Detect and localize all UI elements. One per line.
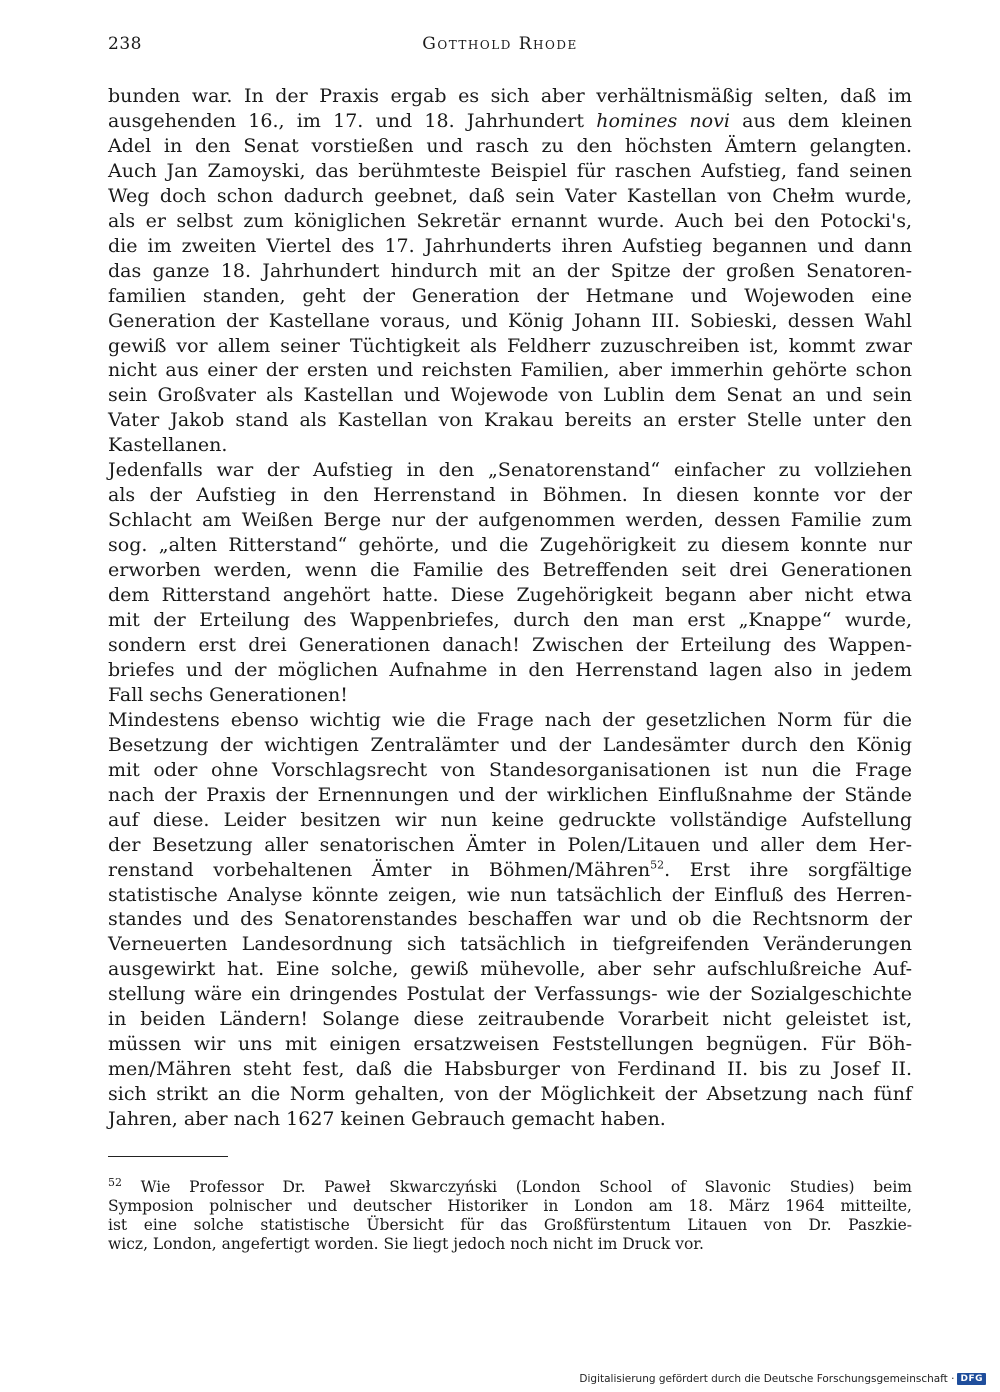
text-segment: . Erst ihre sorgfältige — [664, 858, 912, 881]
text-line: gewiß vor allem seiner Tüchtigkeit als Feldherr zuzuschreiben ist, kommt zwar — [108, 334, 912, 357]
text-line — [108, 858, 912, 883]
text-line: Auch Jan Zamoyski, das berühmteste Beispiel für raschen Aufstieg, fand seinen — [108, 159, 912, 182]
dfg-logo-icon[interactable]: DFG — [957, 1373, 986, 1385]
text-line: als er selbst zum königlichen Sekretär ernannt wurde. Auch bei den Potocki's, — [108, 209, 912, 232]
text-line: Fall sechs Generationen! — [108, 683, 348, 706]
text-line: Schlacht am Weißen Berge nur der aufgenommen werden, dessen Familie zum — [108, 509, 912, 532]
text-segment: ausgehenden 16., im 17. und 18. Jahrhundert — [108, 109, 597, 132]
text-line: erworben werden, wenn die Familie des Betreffenden seit drei Generationen — [108, 559, 912, 582]
text-line: briefes und der möglichen Aufnahme in den Herrenstand lagen also in jedem — [108, 658, 912, 681]
text-line: Besetzung der wichtigen Zentralämter und der Landesämter durch den König — [108, 733, 912, 756]
footnote-line: wicz, London, angefertigt worden. Sie liegt jedoch noch nicht im Druck vor. — [108, 1235, 704, 1253]
text-line: standes und des Senatorenstandes beschaffen war und ob die Rechtsnorm der — [108, 908, 912, 931]
text-line: sein Großvater als Kastellan und Wojewode von Lublin dem Senat an und sein — [108, 384, 912, 407]
text-line: der Besetzung aller senatorischen Ämter in Polen/Litauen und aller dem Her- — [108, 833, 912, 856]
footnote-block — [108, 1175, 912, 1254]
text-line: stellung wäre ein dringendes Postulat der Verfassungs- wie der Sozialgeschichte — [108, 983, 912, 1006]
text-line: Kastellanen. — [108, 434, 228, 457]
text-line: sog. „alten Ritterstand“ gehörte, und die Zugehörigkeit zu diesem konnte nur — [108, 534, 912, 557]
footnote-line: ist eine solche statistische Übersicht für das Großfürstentum Litauen von Dr. Paszkie- — [108, 1216, 912, 1234]
text-line: Adel in den Senat vorstießen und rasch zu den höchsten Ämtern gelangten. — [108, 134, 912, 157]
page-number: 238 — [108, 34, 142, 54]
footnote-line — [108, 1175, 912, 1197]
text-line: das ganze 18. Jahrhundert hindurch mit an der Spitze der großen Senatoren- — [108, 259, 912, 282]
text-line: nicht aus einer der ersten und reichsten Familien, aber immerhin gehörte schon — [108, 359, 912, 382]
text-line: bunden war. In der Praxis ergab es sich aber verhältnismäßig selten, daß im — [108, 85, 912, 107]
text-line: müssen wir uns mit einigen ersatzweisen Feststellungen begnügen. Für Böh- — [108, 1033, 912, 1056]
text-line: Jahren, aber nach 1627 keinen Gebrauch gemacht haben. — [108, 1108, 666, 1131]
text-line: ausgewirkt hat. Eine solche, gewiß mühevolle, aber sehr aufschlußreiche Auf- — [108, 958, 912, 981]
text-line: dem Ritterstand angehört hatte. Diese Zugehörigkeit begann aber nicht etwa — [108, 584, 912, 607]
digitization-credit — [579, 1373, 986, 1385]
text-line: sondern erst drei Generationen danach! Zwischen der Erteilung des Wappen- — [108, 633, 912, 656]
text-line: statistische Analyse könnte zeigen, wie nun tatsächlich der Einfluß des Herren- — [108, 883, 912, 906]
body-text — [108, 84, 912, 1132]
text-segment: aus dem kleinen — [729, 109, 912, 132]
footnote-reference[interactable]: 52 — [650, 858, 665, 872]
text-line: Generation der Kastellane voraus, und König Johann III. Sobieski, dessen Wahl — [108, 309, 912, 332]
text-line: familien standen, geht der Generation der Hetmane und Wojewoden eine — [108, 284, 912, 307]
text-line: Vater Jakob stand als Kastellan von Krakau bereits an erster Stelle unter den — [108, 409, 912, 432]
footnote-marker: 52 — [108, 1175, 122, 1189]
text-line: Jedenfalls war der Aufstieg in den „Senatorenstand“ einfacher zu vollziehen — [108, 459, 912, 482]
text-line: mit der Erteilung des Wappenbriefes, durch den man erst „Knappe“ wurde, — [108, 609, 912, 632]
text-line: Mindestens ebenso wichtig wie die Frage nach der gesetzlichen Norm für die — [108, 708, 912, 731]
text-line: sich strikt an die Norm gehalten, von der Möglichkeit der Absetzung nach fünf — [108, 1083, 912, 1106]
text-line: men/Mähren steht fest, daß die Habsburger von Ferdinand II. bis zu Josef II. — [108, 1058, 912, 1081]
running-head: Gotthold Rhode — [422, 34, 578, 54]
text-segment: Wie Professor Dr. Paweł Skwarczyński (London School of Slavonic Studies) beim — [122, 1178, 912, 1196]
text-line: als der Aufstieg in den Herrenstand in Böhmen. In diesen konnte vor der — [108, 484, 912, 507]
text-line: Weg doch schon dadurch geebnet, daß sein Vater Kastellan von Chełm wurde, — [108, 184, 912, 207]
text-segment: renstand vorbehaltenen Ämter in Böhmen/Mähren — [108, 858, 651, 881]
text-line — [108, 109, 912, 134]
text-line: mit oder ohne Vorschlagsrecht von Standesorganisationen ist nun die Frage — [108, 758, 912, 781]
text-line: Verneuerten Landesordnung sich tatsächlich in tiefgreifenden Veränderungen — [108, 933, 912, 956]
footnote-divider — [108, 1156, 228, 1157]
text-line: in beiden Ländern! Solange diese zeitraubende Vorarbeit nicht geleistet ist, — [108, 1008, 912, 1031]
text-line: die im zweiten Viertel des 17. Jahrhunderts ihren Aufstieg begannen und dann — [108, 234, 912, 257]
text-line: nach der Praxis der Ernennungen und der wirklichen Einflußnahme der Stände — [108, 783, 912, 806]
footnote-line: Symposion polnischer und deutscher Historiker in London am 18. März 1964 mitteilte, — [108, 1197, 912, 1215]
credit-text: Digitalisierung gefördert durch die Deutsche Forschungsgemeinschaft · — [579, 1373, 955, 1385]
italic-term: homines novi — [596, 109, 730, 132]
text-line: auf diese. Leider besitzen wir nun keine gedruckte vollständige Aufstellung — [108, 808, 912, 831]
